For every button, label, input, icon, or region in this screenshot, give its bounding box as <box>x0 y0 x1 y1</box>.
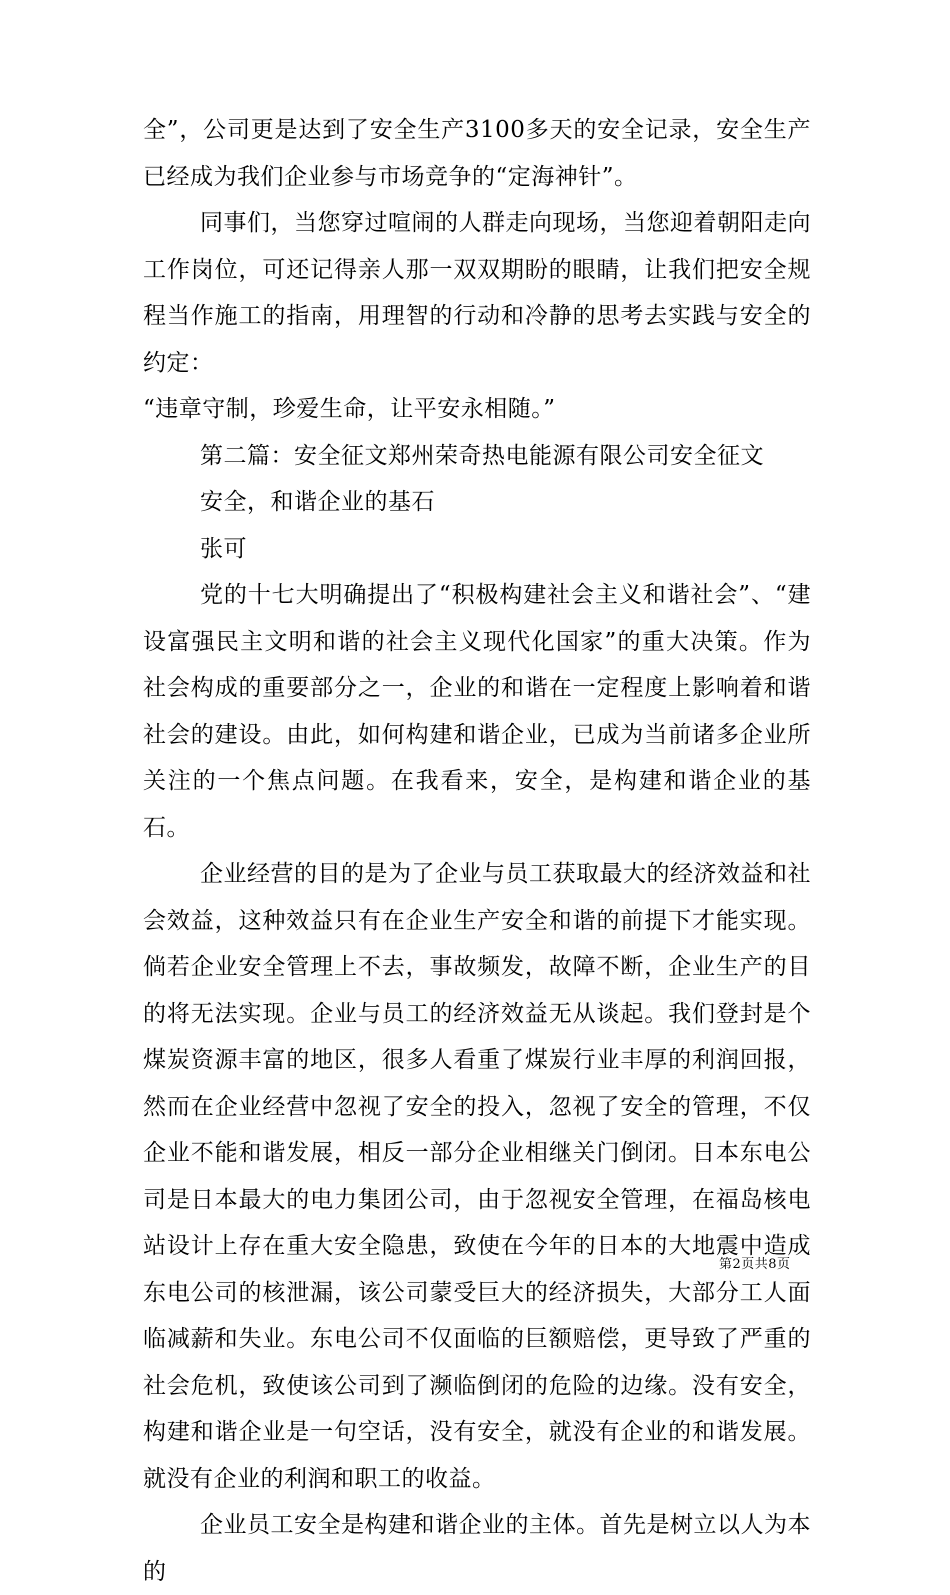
essay-author: 张可 <box>200 535 247 562</box>
page-number-footer: 第2页共8页 <box>719 1257 791 1272</box>
paragraph-9: 企业员工安全是构建和谐企业的主体。首先是树立以人为本的 <box>143 1512 811 1585</box>
paragraph-1: 全”，公司更是达到了安全生产3100多天的安全记录，安全生产已经成为我们企业参与市场竞争的“定海神针”。 <box>143 117 811 190</box>
document-body <box>143 107 811 1595</box>
paragraph-3-quote: “违章守制，珍爱生命，让平安永相随。” <box>143 396 556 422</box>
paragraph-8: 企业经营的目的是为了企业与员工获取最大的经济效益和社会效益，这种效益只有在企业生产安全和谐的前提下才能实现。倘若企业安全管理上不去，事故频发，故障不断，企业生产的目的将无法实现。企业与员工的经济效益无从谈起。我们登封是个煤炭资源丰富的地区，很多人看重了煤炭行业丰厚的利润回报，然而在企业经营中忽视了安全的投入，忽视了安全的管理，不仅企业不能和谐发展，相反一部分企业相继关门倒闭。日本东电公司是日本最大的电力集团公司，由于忽视安全管理，在福岛核电站设计上存在重大安全隐患，致使在今年的日本的大地震中造成东电公司的核泄漏，该公司蒙受巨大的经济损失，大部分工人面临减薪和失业。东电公司不仅面临的巨额赔偿，更导致了严重的社会危机，致使该公司到了濒临倒闭的危险的边缘。没有安全，构建和谐企业是一句空话，没有安全，就没有企业的和谐发展。就没有企业的利润和职工的收益。 <box>143 861 811 1492</box>
paragraph-7: 党的十七大明确提出了“积极构建社会主义和谐社会”、“建设富强民主文明和谐的社会主义现代化国家”的重大决策。作为社会构成的重要部分之一，企业的和谐在一定程度上影响着和谐社会的建设。由此，如何构建和谐企业，已成为当前诸多企业所关注的一个焦点问题。在我看来，安全，是构建和谐企业的基石。 <box>143 582 811 841</box>
essay-title: 安全，和谐企业的基石 <box>200 489 435 515</box>
section-heading: 第二篇：安全征文郑州荣奇热电能源有限公司安全征文 <box>200 442 764 469</box>
paragraph-2: 同事们，当您穿过喧闹的人群走向现场，当您迎着朝阳走向工作岗位，可还记得亲人那一双双期盼的眼睛，让我们把安全规程当作施工的指南，用理智的行动和冷静的思考去实践与安全的约定： <box>143 210 811 376</box>
